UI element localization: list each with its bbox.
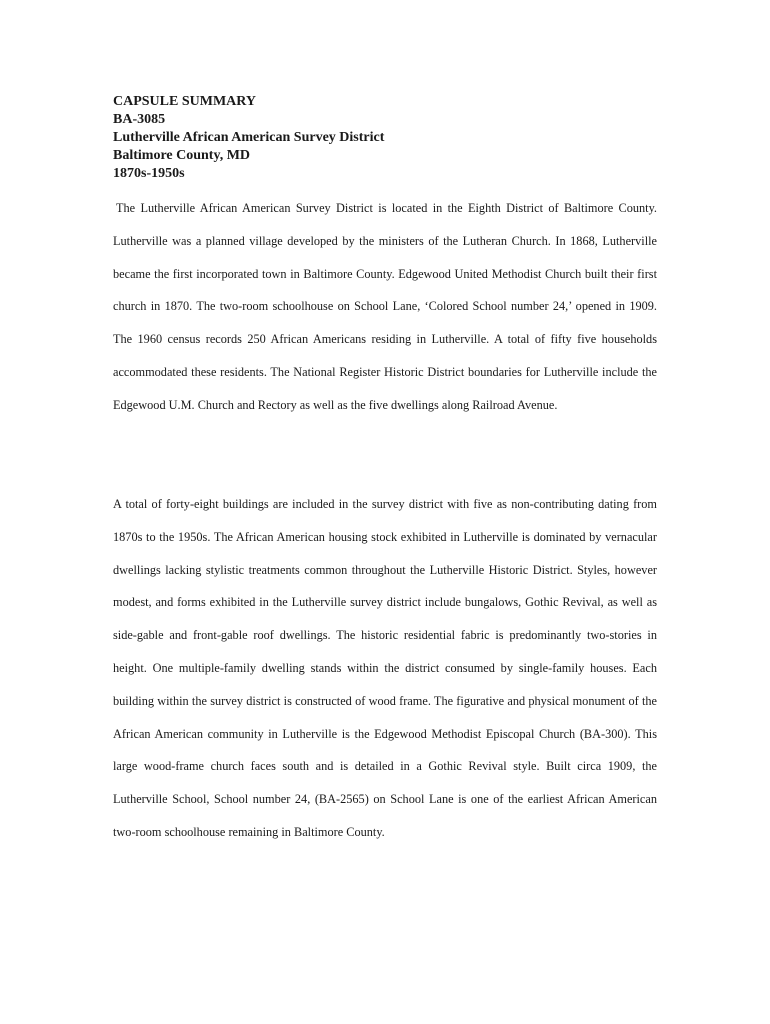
heading-inventory-number: BA-3085 (113, 112, 166, 127)
body-paragraph-2: A total of forty-eight buildings are included in the survey district with five as non-contributing dating from 1870s to the 1950s. The African American housing stock exhibited in Lutherville is dominated by vernacular dwellings lacking stylistic treatments common throughout the Lutherville Historic District. Styles, however modest, and forms exhibited in the Lutherville survey district include bungalows, Gothic Revival, as well as side-gable and front-gable roof dwellings. The historic residential fabric is predominantly two-stories in height. One multiple-family dwelling stands within the district consumed by single-family houses. Each building within the survey district is constructed of wood frame. The figurative and physical monument of the African American community in Lutherville is the Edgewood Methodist Episcopal Church (BA-300). This large wood-frame church faces south and is detailed in a Gothic Revival style. Built circa 1909, the Lutherville School, School number 24, (BA-2565) on School Lane is one of the earliest African American two-room schoolhouse remaining in Baltimore County. (113, 497, 657, 839)
capsule-summary-header (113, 93, 673, 183)
heading-location: Baltimore County, MD (113, 148, 251, 163)
body-paragraph-1: The Lutherville African American Survey District is located in the Eighth District of Baltimore County. Lutherville was a planned village developed by the ministers of the Lutheran Church. In 1868, Lutherville became the first incorporated town in Baltimore County. Edgewood United Methodist Church built their first church in 1870. The two-room schoolhouse on School Lane, ‘Colored School number 24,’ opened in 1909. The 1960 census records 250 African Americans residing in Lutherville. A total of fifty five households accommodated these residents. The National Register Historic District boundaries for Lutherville include the Edgewood U.M. Church and Rectory as well as the five dwellings along Railroad Avenue. (113, 201, 657, 412)
heading-date-range: 1870s-1950s (113, 166, 185, 181)
heading-district-name: Lutherville African American Survey District (113, 130, 385, 145)
heading-capsule-summary: CAPSULE SUMMARY (113, 94, 257, 109)
